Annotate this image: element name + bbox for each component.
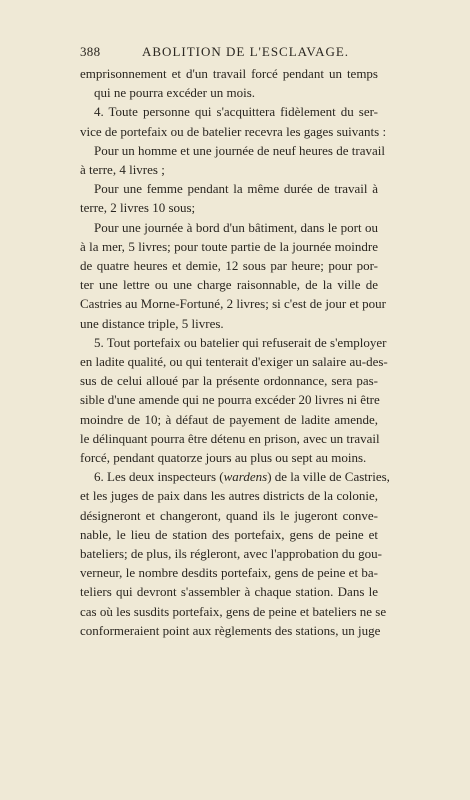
text-line: et les juges de paix dans les autres districts de la colonie,: [80, 488, 378, 504]
text-line: 6. Les deux inspecteurs (wardens) de la ville de Castries,: [94, 469, 390, 485]
text-line: ter une lettre ou une charge raisonnable, de la ville de: [80, 277, 378, 293]
text-line: qui ne pourra excéder un mois.: [94, 85, 256, 101]
text-line: à terre, 4 livres ;: [80, 162, 165, 178]
text-line: vice de portefaix ou de batelier recevra les gages suivants :: [80, 123, 387, 139]
page-number: 388: [80, 44, 101, 59]
text-line: 4. Toute personne qui s'acquittera fidèlement du ser-: [94, 104, 378, 120]
text-line: emprisonnement et d'un travail forcé pendant un temps: [80, 66, 378, 81]
text-line: verneur, le nombre desdits portefaix, gens de peine et ba-: [80, 565, 378, 581]
text-line: à la mer, 5 livres; pour toute partie de la journée moindre: [80, 238, 378, 254]
text-line: nable, le lieu de station des portefaix, gens de peine et: [80, 526, 378, 542]
text-line: sible d'une amende qui ne pourra excéder 20 livres ni être: [80, 392, 380, 408]
text-line: teliers qui devront s'assembler à chaque station. Dans le: [80, 584, 378, 600]
text-line: bateliers; de plus, ils régleront, avec l'approbation du gou-: [80, 546, 382, 562]
text-line: Pour un homme et une journée de neuf heures de travail: [94, 142, 385, 158]
body-text: [80, 64, 390, 640]
text-line: de quatre heures et demie, 12 sous par heure; pour por-: [80, 258, 378, 274]
text-line: forcé, pendant quatorze jours au plus ou sept au moins.: [80, 450, 367, 466]
text-line: Pour une journée à bord d'un bâtiment, dans le port ou: [94, 219, 378, 235]
running-title: ABOLITION DE L'ESCLAVAGE.: [142, 44, 350, 59]
text-line: moindre de 10; à défaut de payement de ladite amende,: [80, 411, 378, 427]
text-line: terre, 2 livres 10 sous;: [80, 200, 196, 216]
text-line: une distance triple, 5 livres.: [80, 315, 224, 331]
text-line: conformeraient point aux règlements des stations, un juge: [80, 622, 381, 638]
text-line: le délinquant pourra être détenu en prison, avec un travail: [80, 430, 380, 446]
text-line: cas où les susdits portefaix, gens de peine et bateliers ne se: [80, 603, 387, 619]
text-line: désigneront et changeront, quand ils le jugeront conve-: [80, 507, 378, 523]
text-line: sus de celui alloué par la présente ordonnance, sera pas-: [80, 373, 378, 389]
italic-term: wardens: [223, 469, 268, 485]
text-line: Castries au Morne-Fortuné, 2 livres; si c'est de jour et pour: [80, 296, 386, 312]
text-line: Pour une femme pendant la même durée de travail à: [94, 181, 378, 197]
text-line: en ladite qualité, ou qui tenterait d'exiger un salaire au-des-: [80, 354, 388, 370]
text-line: 5. Tout portefaix ou batelier qui refuserait de s'employer: [94, 334, 387, 350]
